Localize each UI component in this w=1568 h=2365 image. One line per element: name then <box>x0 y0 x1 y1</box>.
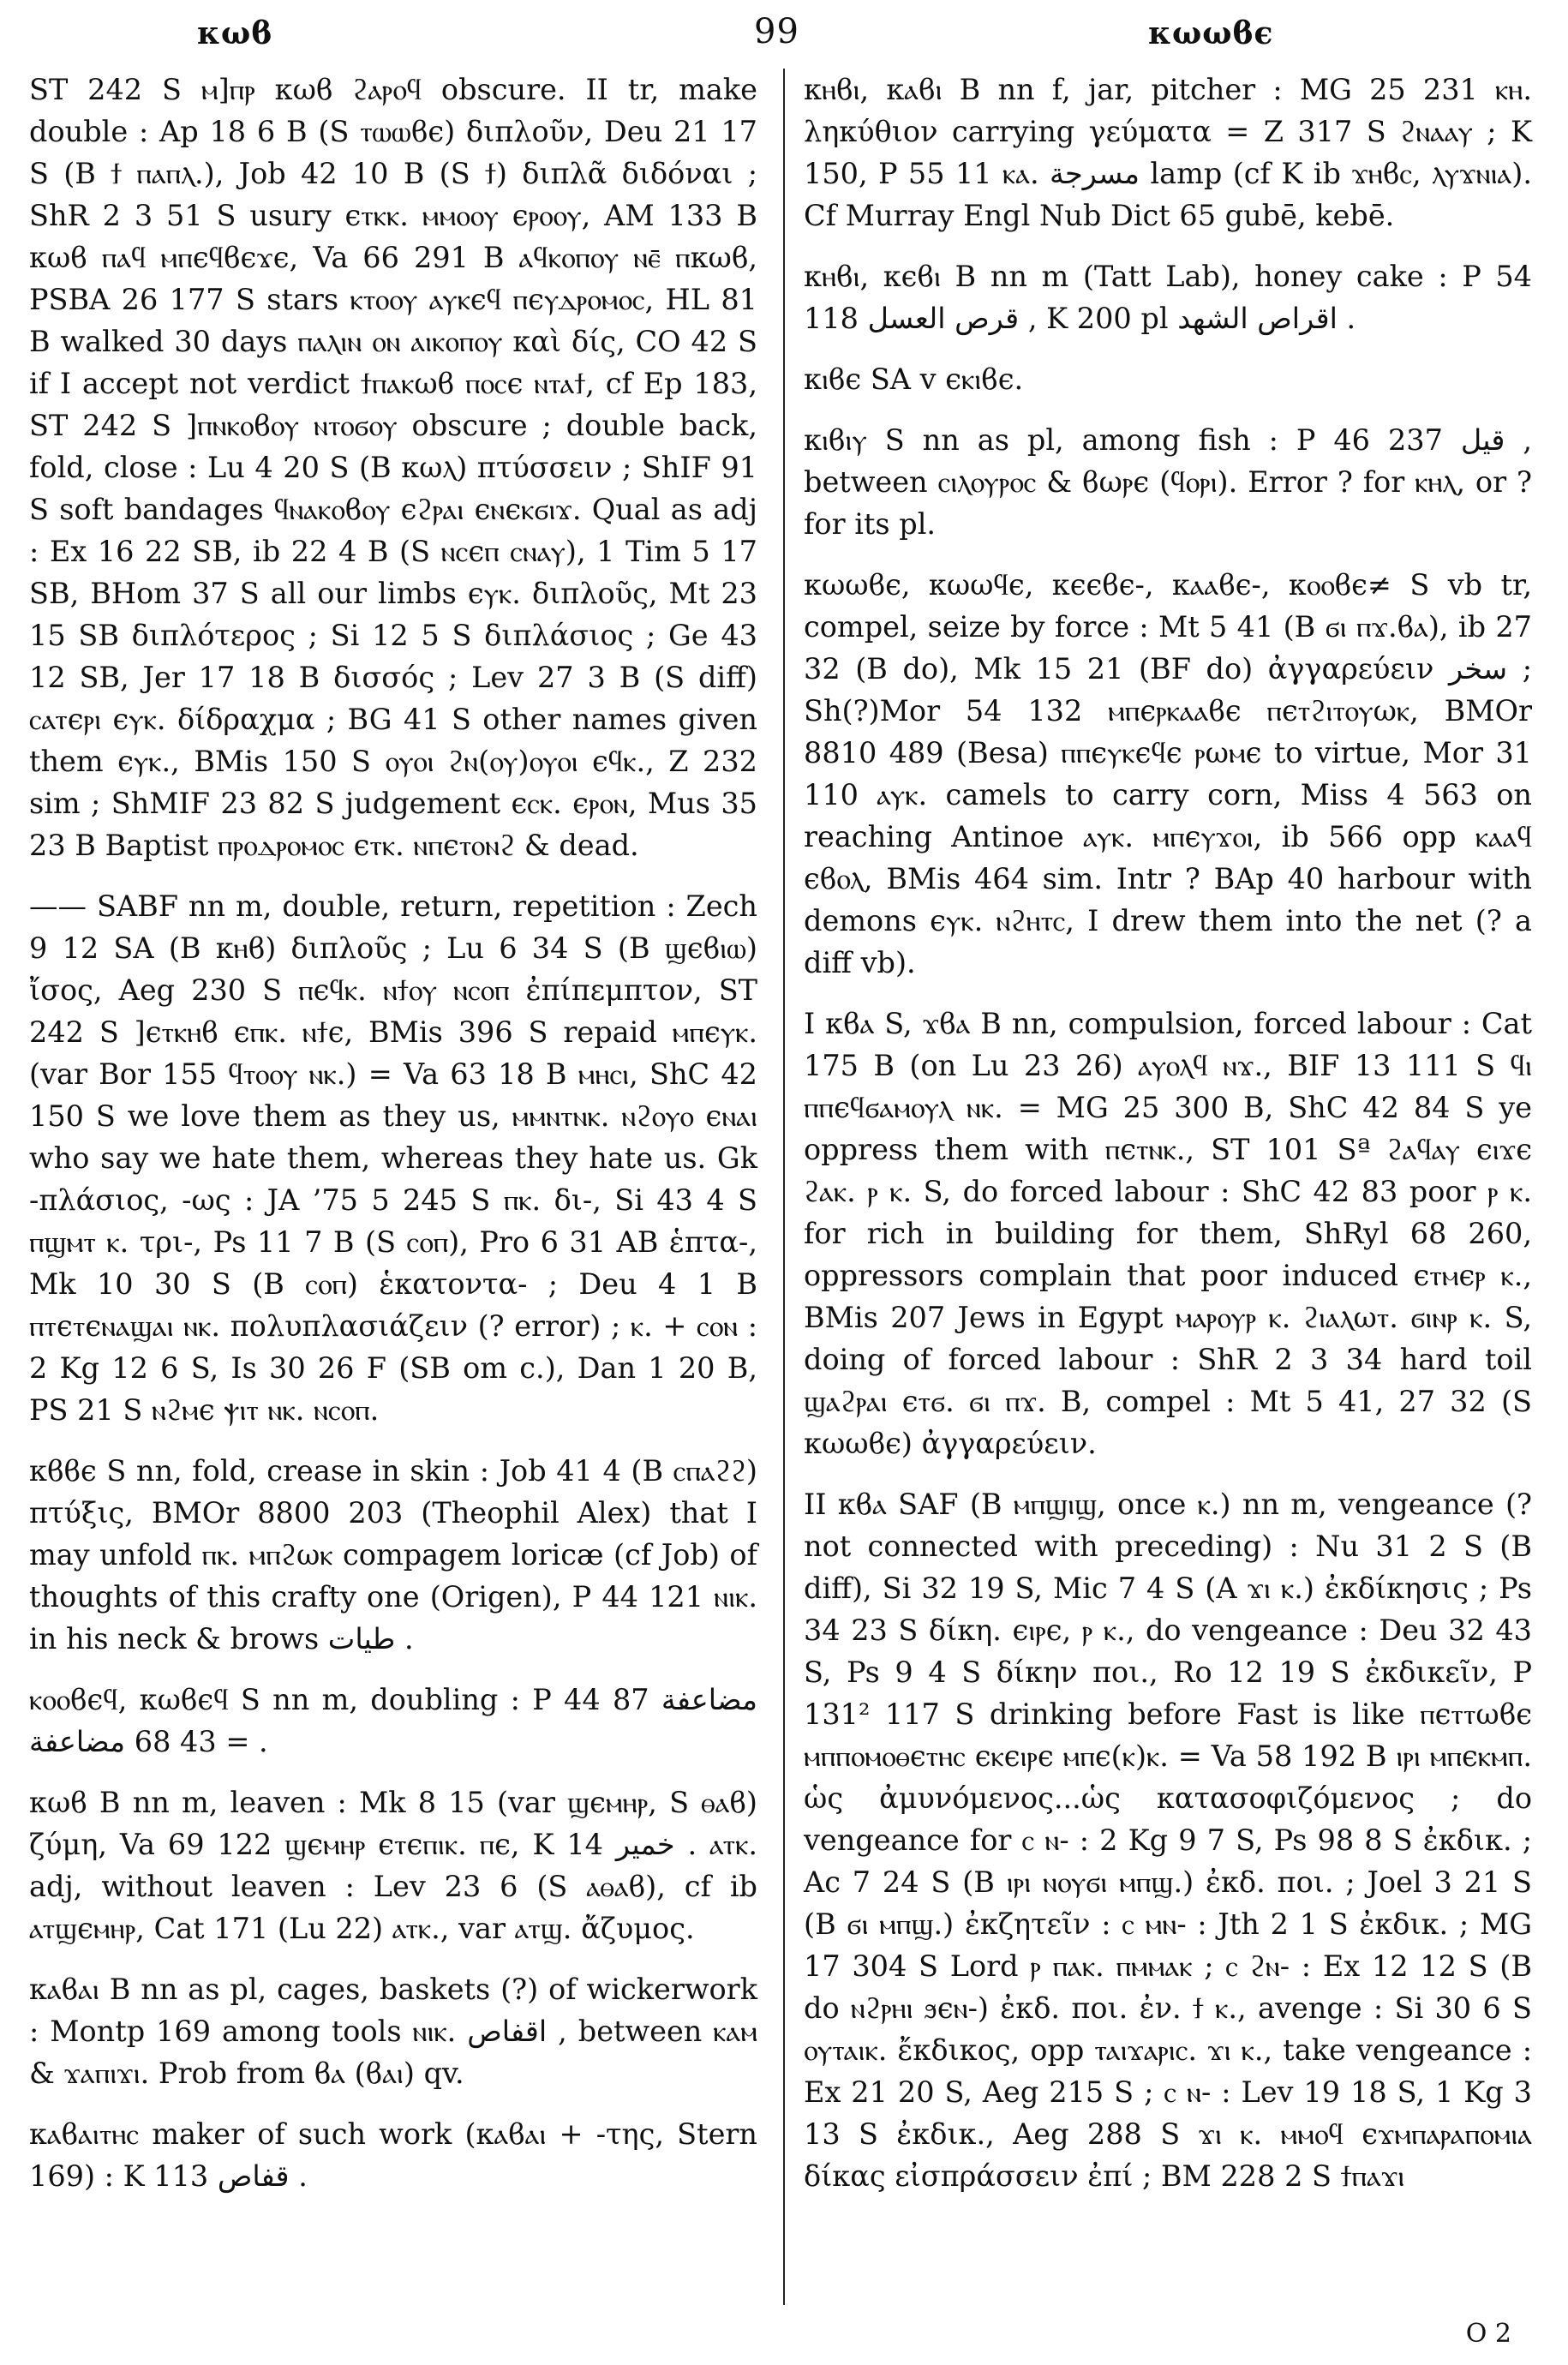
entry-paragraph: κωϐ B nn m, leaven : Mk 8 15 (var ϣєⲙⲏⲣ, S ⲑⲁϐ) ζύμη, Va 69 122 ϣєⲙⲏⲣ єⲧєⲡⲓⲕ. ⲡє, K 14 خمير . ⲁⲧⲕ. adj, without leaven : Lev 23 6 (S ⲁⲑⲁϐ), cf ib ⲁⲧϣєⲙⲏⲣ, Cat 171 (Lu 22) ⲁⲧⲕ., var ⲁⲧϣ. ἄζυμος. <box>29 1786 757 1945</box>
signature-mark: O 2 <box>1465 2319 1511 2349</box>
entry-paragraph: κⲏϐⲓ, κⲁϐⲓ B nn f, jar, pitcher : MG 25 231 ⲕⲏ. ληκύθιον carrying γεύματα = Z 317 S ϩⲛⲁⲁⲩ ; K 150, P 55 11 ⲕⲁ. مسرجة lamp (cf K ib ϫⲏϐⲥ, ⲗⲩϫⲛⲓⲁ). Cf Murray Engl Nub Dict 65 gubē, kebē. <box>804 73 1532 232</box>
right-column <box>804 69 1532 2216</box>
entry-paragraph: κⲓϐє SA v єⲕⲓϐє. <box>804 362 1024 396</box>
entry-paragraph: κⲏϐⲓ, κєϐⲓ B nn m (Tatt Lab), honey cake : P 54 118 قرص العسل , K 200 pl اقراص الشهد . <box>804 260 1532 335</box>
entry-paragraph: ⲕⲟⲟϐєϥ, κωϐєϥ S nn m, doubling : P 44 87 مضاعفة = 43 68 مضاعفة . <box>29 1683 757 1758</box>
entry-paragraph: ST 242 S ⲙ]ⲡⲣ κωϐ ϩⲁⲣⲟϥ obscure. II tr, make double : Ap 18 6 B (S ⲧⲱⲱϐє) διπλοῦν, Deu 21 17 S (B ϯ ⲡⲁⲡⲗ.), Job 42 10 B (S ϯ) διπλᾶ διδόναι ; ShR 2 3 51 S usury єⲧⲕⲕ. ⲙⲙⲟⲟⲩ єⲣⲟⲟⲩ, AM 133 B κωϐ ⲡⲁϥ ⲙⲡєϥϐєϫє, Va 66 291 B ⲁϥⲕⲟⲡⲟⲩ ⲛⲉ̄ ⲡκωϐ, PSBA 26 177 S stars ⲕⲧⲟⲟⲩ ⲁⲩⲕєϥ ⲡєⲩⲇⲣⲟⲙⲟⲥ, HL 81 B walked 30 days ⲡⲁⲗⲓⲛ ⲟⲛ ⲁⲓⲕⲟⲡⲟⲩ καὶ δίς, CO 42 S if I accept not verdict ϯⲡⲁⲕωϐ ⲡⲟⲥє ⲛⲧⲁϯ, cf Ep 183, ST 242 S ]ⲡⲛⲕⲟϐⲟⲩ ⲛⲧⲟϭⲟⲩ obscure ; double back, fold, close : Lu 4 20 S (B κωⲗ) πτύσσειν ; ShIF 91 S soft bandages ϥⲛⲁⲕⲟϐⲟⲩ єϩⲣⲁⲓ єⲛєⲕϭⲓϫ. Qual as adj : Ex 16 22 SB, ib 22 4 B (S ⲛⲥєⲡ ⲥⲛⲁⲩ), 1 Tim 5 17 SB, BHom 37 S all our limbs єⲩⲕ. διπλοῦς, Mt 23 15 SB διπλότερος ; Si 12 5 S διπλάσιος ; Ge 43 12 SB, Jer 17 18 B δισσός ; Lev 27 3 B (S diff) ⲥⲁⲧєⲣⲓ єⲩⲕ. δίδραχμα ; BG 41 S other names given them єⲩⲕ., BMis 150 S ⲟⲩⲟⲓ ϩⲛ(ⲟⲩ)ⲟⲩⲟⲓ єϥⲕ., Z 232 sim ; ShMIF 23 82 S judgement єⲥⲕ. єⲣⲟⲛ, Mus 35 23 B Baptist ⲡⲣⲟⲇⲣⲟⲙⲟⲥ єⲧⲕ. ⲛⲡєⲧⲟⲛϩ & dead. <box>29 73 757 862</box>
entry-paragraph: II κϐⲁ SAF (B ⲙⲡϣⲓϣ, once ⲕ.) nn m, vengeance (? not connected with preceding) : Nu 31 2 S (B diff), Si 32 19 S, Mic 7 4 S (A ϫⲓ ⲕ.) ἐκδίκησις ; Ps 34 23 S δίκη. єⲓⲣє, ⲣ ⲕ., do vengeance : Deu 32 43 S, Ps 9 4 S δίκην ποι., Ro 12 19 S ἐκδικεῖν, P 131² 117 S drinking before Fast is like ⲡєⲧⲧωϐє ⲙⲡⲡⲟⲙⲟⲑєⲧⲏⲥ єⲕєⲓⲣє ⲙⲡє(ⲕ)ⲕ. = Va 58 192 B ⲓⲣⲓ ⲙⲡєⲕⲙⲡ. ὡς ἀμυνόμενος...ὡς κατασοφιζόμενος ; do vengeance for ⲥ ⲛ- : 2 Kg 9 7 S, Ps 98 8 S ἐκδικ. ; Ac 7 24 S (B ⲓⲣⲓ ⲛⲟⲩϭⲓ ⲙⲡϣ.) ἐκδ. ποι. ; Joel 3 21 S (B ϭⲓ ⲙⲡϣ.) ἐκζητεῖν : ⲥ ⲙⲛ- : Jth 2 1 S ἐκδικ. ; MG 17 304 S Lord ⲣ ⲡⲁⲕ. ⲡⲙⲙⲁⲕ ; ⲥ ϩⲛ- : Ex 12 12 S (B do ⲛϩⲣⲏⲓ ϧєⲛ-) ἐκδ. ποι. ἐν. ϯ ⲕ., avenge : Si 30 6 S ⲟⲩⲧⲁⲓⲕ. ἔκδικος, opp ⲧⲁⲓϫⲁⲣⲓⲥ. ϫⲓ ⲕ., take vengeance : Ex 21 20 S, Aeg 215 S ; ⲥ ⲛ- : Lev 19 18 S, 1 Kg 3 13 S ἐκδικ., Aeg 288 S ϫⲓ ⲕ. ⲙⲙⲟϥ єϫⲙⲡⲁⲣⲁⲡⲟⲙⲓⲁ δίκας εἰσπράσσειν ἐπί ; BM 228 2 S ϯⲡⲁϫⲓ <box>804 1488 1532 2193</box>
running-head-left: κωϐ <box>197 15 273 51</box>
entry-paragraph: κⲁϐⲁⲓ B nn as pl, cages, baskets (?) of wickerwork : Montp 169 among tools ⲛⲓⲕ. اقفاص , between ⲕⲁⲙ & ϫⲁⲡⲓϫⲓ. Prob from ϐⲁ (ϐⲁⲓ) qv. <box>29 1973 757 2090</box>
left-column <box>29 69 757 2216</box>
running-head-right: κωωϐє <box>1148 15 1274 51</box>
entry-paragraph: I κϐⲁ S, ϫϐⲁ B nn, compulsion, forced labour : Cat 175 B (on Lu 23 26) ⲁⲩⲟⲗϥ ⲛϫ., BIF 13 111 S ϥⲓ ⲡⲡєϥϭⲁⲙⲟⲩⲗ ⲛⲕ. = MG 25 300 B, ShC 42 84 S ye oppress them with ⲡєⲧⲛⲕ., ST 101 Sª ϩⲁϥⲁⲩ єⲓϫє ϩⲁⲕ. ⲣ ⲕ. S, do forced labour : ShC 42 83 poor ⲣ ⲕ. for rich in building for them, ShRyl 68 260, oppressors complain that poor induced єⲧⲙєⲣ ⲕ., BMis 207 Jews in Egypt ⲙⲁⲣⲟⲩⲣ ⲕ. ϩⲓⲁⲗωⲧ. ϭⲓⲛⲣ ⲕ. S, doing of forced labour : ShR 2 3 34 hard toil ϣⲁϩⲣⲁⲓ єⲧϭ. ϭⲓ ⲡϫ. B, compel : Mt 5 41, 27 32 (S κωωϐє) ἀγγαρεύειν. <box>804 1007 1532 1460</box>
entry-paragraph: κωωϐє, κωωϥє, κєєϐє-, κⲁⲁϐє-, κⲟⲟϐє≠ S vb tr, compel, seize by force : Mt 5 41 (B ϭⲓ ⲡϫ.ϐⲁ), ib 27 32 (B do), Mk 15 21 (BF do) ἀγγαρεύειν سخر ; Sh(?)Mor 54 132 ⲙⲡєⲣⲕⲁⲁϐє ⲡєⲧϩⲓⲧⲟⲩωⲕ, BMOr 8810 489 (Besa) ⲡⲡєⲩⲕєϥє ⲣωⲙє to virtue, Mor 31 110 ⲁⲩⲕ. camels to carry corn, Miss 4 563 on reaching Antinoe ⲁⲩⲕ. ⲙⲡєⲩϫⲟⲓ, ib 566 opp ⲕⲁⲁϥ єϐⲟⲗ, BMis 464 sim. Intr ? BAp 40 harbour with demons єⲩⲕ. ⲛϩⲏⲧⲥ, I drew them into the net (? a diff vb). <box>804 568 1532 979</box>
entry-paragraph: κⲁϐⲁⲓⲧⲏⲥ maker of such work (κⲁϐⲁⲓ + -της, Stern 169) : K 113 قفاص . <box>29 2117 757 2193</box>
entry-paragraph: —— SABF nn m, double, return, repetition : Zech 9 12 SA (B κⲏϐ) διπλοῦς ; Lu 6 34 S (B ϣєϐⲓⲱ) ἴσος, Aeg 230 S ⲡєϥⲕ. ⲛϯⲟⲩ ⲛⲥⲟⲡ ἐπίπεμπτον, ST 242 S ]єⲧⲕⲏϐ єⲡⲕ. ⲛϯє, BMis 396 S repaid ⲙⲡєⲩⲕ. (var Bor 155 ϥⲧⲟⲟⲩ ⲛⲕ.) = Va 63 18 B ⲙⲏⲥⲓ, ShC 42 150 S we love them as they us, ⲙⲙⲛⲧⲛⲕ. ⲛϩⲟⲩⲟ єⲛⲁⲓ who say we hate them, whereas they hate us. Gk -πλάσιος, -ως : JA ’75 5 245 S ⲡⲕ. δι-, Si 43 4 S ⲡϣⲙⲧ ⲕ. τρι-, Ps 11 7 B (S ⲥⲟⲡ), Pro 6 31 AB ἑπτα-, Mk 10 30 S (B ⲥⲟⲡ) ἑκατοντα- ; Deu 4 1 B ⲡⲧєⲧєⲛⲁϣⲁⲓ ⲛⲕ. πολυπλασιάζειν (? error) ; ⲕ. + ⲥⲟⲛ : 2 Kg 12 6 S, Is 30 26 F (SB om c.), Dan 1 20 B, PS 21 S ⲛϩⲙє ⲯⲓⲧ ⲛⲕ. ⲛⲥⲟⲡ. <box>29 889 757 1427</box>
entry-paragraph: κϐϐє S nn, fold, crease in skin : Job 41 4 (B ⲥⲡⲁϩϩ) πτύξις, BMOr 8800 203 (Theophil Alex) that I may unfold ⲡⲕ. ⲙⲡϩωⲕ compagem loricæ (cf Job) of thoughts of this crafty one (Origen), P 44 121 ⲛⲓⲕ. in his neck & brows طيات . <box>29 1454 757 1656</box>
page-number: 99 <box>754 12 799 51</box>
column-divider <box>783 69 785 2305</box>
entry-paragraph: κⲓϐⲓⲩ S nn as pl, among fish : P 46 237 قيل , between ⲥⲓⲗⲟⲩⲣⲟⲥ & ϐωⲣє (ϥⲟⲣⲓ). Error ? for ⲕⲏⲗ, or ? for its pl. <box>804 423 1532 541</box>
